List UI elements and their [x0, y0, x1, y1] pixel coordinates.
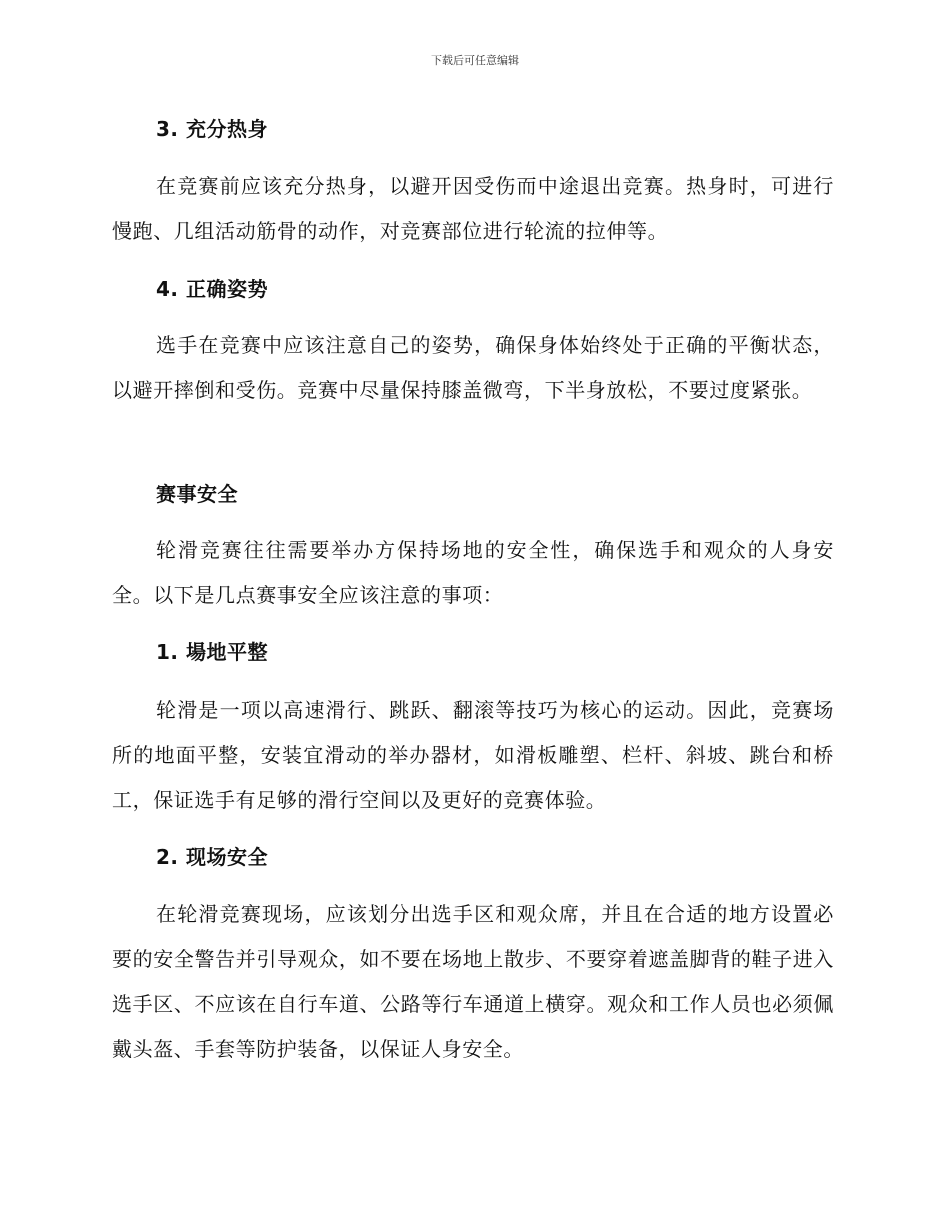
- section-paragraph-event-safety: 轮滑竞赛往往需要举办方保持场地的安全性，确保选手和观众的人身安全。以下是几点赛事安全应该注意的事项：: [112, 538, 834, 607]
- section-paragraph-venue-flat: 轮滑是一项以高速滑行、跳跃、翻滚等技巧为核心的运动。因此，竞赛场所的地面平整，安装宜滑动的举办器材，如滑板雕塑、栏杆、斜坡、跳台和桥工，保证选手有足够的滑行空间以及更好的竞赛体验。: [112, 698, 834, 812]
- section-paragraph-posture: 选手在竞赛中应该注意自己的姿势，确保身体始终处于正确的平衡状态，以避开摔倒和受伤。竞赛中尽量保持膝盖微弯，下半身放松，不要过度紧张。: [112, 333, 834, 402]
- page-header: 下载后可任意编辑: [431, 54, 519, 67]
- section-heading-posture: 4. 正确姿势: [156, 277, 268, 301]
- section-paragraph-onsite-safety: 在轮滑竞赛现场，应该划分出选手区和观众席，并且在合适的地方设置必要的安全警告并引导观众，如不要在场地上散步、不要穿着遮盖脚背的鞋子进入选手区、不应该在自行车道、公路等行车通道上横穿。观众和工作人员也必须佩戴头盔、手套等防护装备，以保证人身安全。: [112, 902, 834, 1061]
- section-heading-warmup: 3. 充分热身: [156, 117, 268, 141]
- section-heading-event-safety: 赛事安全: [156, 482, 238, 506]
- section-paragraph-warmup: 在竞赛前应该充分热身，以避开因受伤而中途退出竞赛。热身时，可进行慢跑、几组活动筋骨的动作，对竞赛部位进行轮流的拉伸等。: [112, 174, 834, 243]
- section-heading-venue-flat: 1. 場地平整: [156, 640, 268, 664]
- section-heading-onsite-safety: 2. 现场安全: [156, 845, 268, 869]
